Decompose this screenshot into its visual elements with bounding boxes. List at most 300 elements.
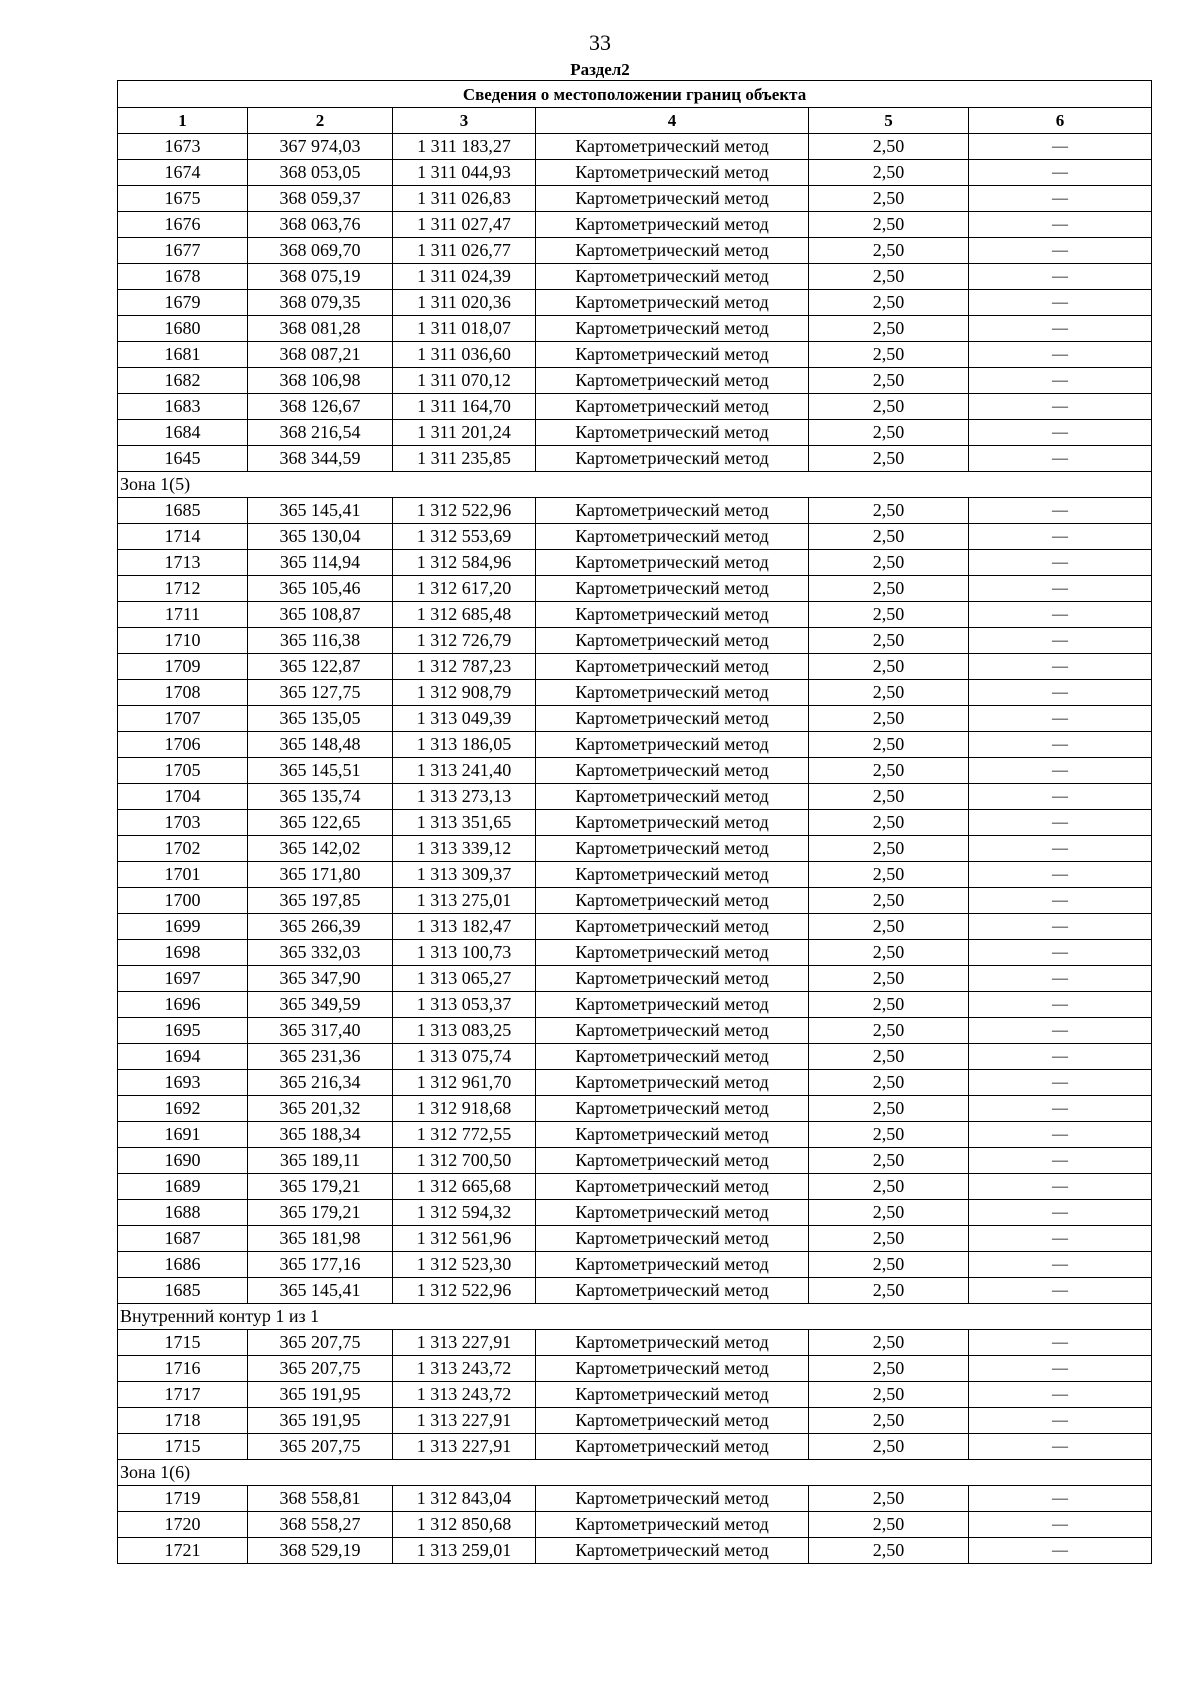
table-row — [118, 758, 1152, 784]
note-cell: — — [969, 160, 1152, 186]
table-row — [118, 446, 1152, 472]
coordinate-y-cell: 1 313 075,74 — [393, 1044, 536, 1070]
table-row — [118, 1434, 1152, 1460]
note-cell: — — [969, 1044, 1152, 1070]
table-row — [118, 212, 1152, 238]
point-number-cell: 1720 — [118, 1512, 248, 1538]
coordinate-x-cell: 365 207,75 — [248, 1356, 393, 1382]
coordinate-y-cell: 1 313 065,27 — [393, 966, 536, 992]
note-cell: — — [969, 290, 1152, 316]
coordinate-y-cell: 1 311 044,93 — [393, 160, 536, 186]
coordinate-x-cell: 365 179,21 — [248, 1174, 393, 1200]
table-row — [118, 498, 1152, 524]
column-header-2: 2 — [248, 108, 393, 134]
note-cell: — — [969, 888, 1152, 914]
accuracy-cell: 2,50 — [809, 368, 969, 394]
boundary-coordinates-table — [117, 80, 1152, 1564]
coordinate-x-cell: 365 189,11 — [248, 1148, 393, 1174]
table-row — [118, 576, 1152, 602]
point-number-cell: 1694 — [118, 1044, 248, 1070]
coordinate-x-cell: 368 106,98 — [248, 368, 393, 394]
coordinate-y-cell: 1 311 070,12 — [393, 368, 536, 394]
coordinate-x-cell: 365 181,98 — [248, 1226, 393, 1252]
coordinate-y-cell: 1 313 339,12 — [393, 836, 536, 862]
accuracy-cell: 2,50 — [809, 758, 969, 784]
method-cell: Картометрический метод — [536, 706, 809, 732]
coordinate-y-cell: 1 312 522,96 — [393, 1278, 536, 1304]
method-cell: Картометрический метод — [536, 1382, 809, 1408]
method-cell: Картометрический метод — [536, 186, 809, 212]
method-cell: Картометрический метод — [536, 1330, 809, 1356]
point-number-cell: 1688 — [118, 1200, 248, 1226]
coordinate-y-cell: 1 311 164,70 — [393, 394, 536, 420]
note-cell: — — [969, 394, 1152, 420]
point-number-cell: 1719 — [118, 1486, 248, 1512]
table-caption-row — [118, 81, 1152, 108]
table-row — [118, 1382, 1152, 1408]
coordinate-y-cell: 1 313 049,39 — [393, 706, 536, 732]
point-number-cell: 1675 — [118, 186, 248, 212]
accuracy-cell: 2,50 — [809, 862, 969, 888]
note-cell: — — [969, 1070, 1152, 1096]
note-cell: — — [969, 1486, 1152, 1512]
note-cell: — — [969, 1226, 1152, 1252]
table-row — [118, 1174, 1152, 1200]
table-row — [118, 602, 1152, 628]
group-label: Внутренний контур 1 из 1 — [118, 1304, 1152, 1330]
coordinate-y-cell: 1 313 182,47 — [393, 914, 536, 940]
accuracy-cell: 2,50 — [809, 940, 969, 966]
note-cell: — — [969, 1200, 1152, 1226]
coordinate-x-cell: 365 145,41 — [248, 1278, 393, 1304]
accuracy-cell: 2,50 — [809, 1330, 969, 1356]
method-cell: Картометрический метод — [536, 1512, 809, 1538]
accuracy-cell: 2,50 — [809, 420, 969, 446]
coordinate-y-cell: 1 313 243,72 — [393, 1356, 536, 1382]
point-number-cell: 1702 — [118, 836, 248, 862]
method-cell: Картометрический метод — [536, 810, 809, 836]
point-number-cell: 1711 — [118, 602, 248, 628]
note-cell: — — [969, 914, 1152, 940]
accuracy-cell: 2,50 — [809, 628, 969, 654]
coordinate-y-cell: 1 313 100,73 — [393, 940, 536, 966]
method-cell: Картометрический метод — [536, 940, 809, 966]
accuracy-cell: 2,50 — [809, 394, 969, 420]
method-cell: Картометрический метод — [536, 836, 809, 862]
method-cell: Картометрический метод — [536, 498, 809, 524]
note-cell: — — [969, 836, 1152, 862]
table-row — [118, 316, 1152, 342]
accuracy-cell: 2,50 — [809, 1252, 969, 1278]
coordinate-x-cell: 368 126,67 — [248, 394, 393, 420]
point-number-cell: 1680 — [118, 316, 248, 342]
point-number-cell: 1718 — [118, 1408, 248, 1434]
note-cell: — — [969, 732, 1152, 758]
accuracy-cell: 2,50 — [809, 316, 969, 342]
point-number-cell: 1685 — [118, 498, 248, 524]
coordinate-x-cell: 365 108,87 — [248, 602, 393, 628]
coordinate-y-cell: 1 313 186,05 — [393, 732, 536, 758]
coordinate-x-cell: 365 207,75 — [248, 1330, 393, 1356]
table-row — [118, 1486, 1152, 1512]
note-cell: — — [969, 784, 1152, 810]
method-cell: Картометрический метод — [536, 862, 809, 888]
note-cell: — — [969, 1018, 1152, 1044]
note-cell: — — [969, 1356, 1152, 1382]
coordinate-y-cell: 1 313 273,13 — [393, 784, 536, 810]
method-cell: Картометрический метод — [536, 264, 809, 290]
point-number-cell: 1714 — [118, 524, 248, 550]
note-cell: — — [969, 446, 1152, 472]
coordinate-y-cell: 1 311 235,85 — [393, 446, 536, 472]
point-number-cell: 1708 — [118, 680, 248, 706]
table-row — [118, 1278, 1152, 1304]
coordinate-x-cell: 368 063,76 — [248, 212, 393, 238]
column-header-4: 4 — [536, 108, 809, 134]
note-cell: — — [969, 1330, 1152, 1356]
method-cell: Картометрический метод — [536, 654, 809, 680]
point-number-cell: 1699 — [118, 914, 248, 940]
note-cell: — — [969, 862, 1152, 888]
note-cell: — — [969, 706, 1152, 732]
point-number-cell: 1645 — [118, 446, 248, 472]
point-number-cell: 1707 — [118, 706, 248, 732]
table-row — [118, 1538, 1152, 1564]
method-cell: Картометрический метод — [536, 1486, 809, 1512]
method-cell: Картометрический метод — [536, 212, 809, 238]
accuracy-cell: 2,50 — [809, 732, 969, 758]
table-row — [118, 134, 1152, 160]
coordinate-y-cell: 1 311 018,07 — [393, 316, 536, 342]
accuracy-cell: 2,50 — [809, 888, 969, 914]
coordinate-y-cell: 1 312 908,79 — [393, 680, 536, 706]
note-cell: — — [969, 628, 1152, 654]
point-number-cell: 1673 — [118, 134, 248, 160]
coordinate-y-cell: 1 312 523,30 — [393, 1252, 536, 1278]
note-cell: — — [969, 940, 1152, 966]
method-cell: Картометрический метод — [536, 1070, 809, 1096]
point-number-cell: 1674 — [118, 160, 248, 186]
method-cell: Картометрический метод — [536, 628, 809, 654]
coordinate-y-cell: 1 312 850,68 — [393, 1512, 536, 1538]
note-cell: — — [969, 576, 1152, 602]
table-row — [118, 784, 1152, 810]
note-cell: — — [969, 1122, 1152, 1148]
method-cell: Картометрический метод — [536, 966, 809, 992]
coordinate-y-cell: 1 313 309,37 — [393, 862, 536, 888]
method-cell: Картометрический метод — [536, 1018, 809, 1044]
table-row — [118, 238, 1152, 264]
point-number-cell: 1721 — [118, 1538, 248, 1564]
coordinate-x-cell: 365 266,39 — [248, 914, 393, 940]
accuracy-cell: 2,50 — [809, 836, 969, 862]
method-cell: Картометрический метод — [536, 758, 809, 784]
coordinate-x-cell: 368 087,21 — [248, 342, 393, 368]
note-cell: — — [969, 1174, 1152, 1200]
point-number-cell: 1700 — [118, 888, 248, 914]
accuracy-cell: 2,50 — [809, 1512, 969, 1538]
method-cell: Картометрический метод — [536, 368, 809, 394]
point-number-cell: 1703 — [118, 810, 248, 836]
coordinate-x-cell: 368 079,35 — [248, 290, 393, 316]
coordinate-x-cell: 365 145,41 — [248, 498, 393, 524]
table-header — [118, 81, 1152, 134]
accuracy-cell: 2,50 — [809, 1226, 969, 1252]
method-cell: Картометрический метод — [536, 1252, 809, 1278]
coordinate-x-cell: 365 122,87 — [248, 654, 393, 680]
method-cell: Картометрический метод — [536, 290, 809, 316]
point-number-cell: 1683 — [118, 394, 248, 420]
point-number-cell: 1677 — [118, 238, 248, 264]
coordinate-x-cell: 365 142,02 — [248, 836, 393, 862]
note-cell: — — [969, 1408, 1152, 1434]
accuracy-cell: 2,50 — [809, 1200, 969, 1226]
coordinate-x-cell: 365 177,16 — [248, 1252, 393, 1278]
coordinate-y-cell: 1 311 036,60 — [393, 342, 536, 368]
coordinate-y-cell: 1 313 241,40 — [393, 758, 536, 784]
note-cell: — — [969, 264, 1152, 290]
coordinate-y-cell: 1 312 700,50 — [393, 1148, 536, 1174]
point-number-cell: 1684 — [118, 420, 248, 446]
point-number-cell: 1705 — [118, 758, 248, 784]
coordinate-y-cell: 1 312 843,04 — [393, 1486, 536, 1512]
coordinate-x-cell: 368 053,05 — [248, 160, 393, 186]
note-cell: — — [969, 316, 1152, 342]
column-header-row — [118, 108, 1152, 134]
accuracy-cell: 2,50 — [809, 1148, 969, 1174]
coordinate-x-cell: 365 130,04 — [248, 524, 393, 550]
coordinate-y-cell: 1 312 553,69 — [393, 524, 536, 550]
accuracy-cell: 2,50 — [809, 342, 969, 368]
table-row — [118, 1018, 1152, 1044]
group-label: Зона 1(6) — [118, 1460, 1152, 1486]
table-row — [118, 914, 1152, 940]
method-cell: Картометрический метод — [536, 1200, 809, 1226]
accuracy-cell: 2,50 — [809, 1408, 969, 1434]
note-cell: — — [969, 992, 1152, 1018]
method-cell: Картометрический метод — [536, 1226, 809, 1252]
note-cell: — — [969, 758, 1152, 784]
table-row — [118, 680, 1152, 706]
note-cell: — — [969, 238, 1152, 264]
column-header-5: 5 — [809, 108, 969, 134]
table-row — [118, 1512, 1152, 1538]
note-cell: — — [969, 1148, 1152, 1174]
group-label: Зона 1(5) — [118, 472, 1152, 498]
method-cell: Картометрический метод — [536, 1174, 809, 1200]
coordinate-x-cell: 365 349,59 — [248, 992, 393, 1018]
point-number-cell: 1716 — [118, 1356, 248, 1382]
point-number-cell: 1706 — [118, 732, 248, 758]
method-cell: Картометрический метод — [536, 732, 809, 758]
note-cell: — — [969, 342, 1152, 368]
accuracy-cell: 2,50 — [809, 550, 969, 576]
accuracy-cell: 2,50 — [809, 914, 969, 940]
coordinate-y-cell: 1 313 083,25 — [393, 1018, 536, 1044]
note-cell: — — [969, 1512, 1152, 1538]
method-cell: Картометрический метод — [536, 784, 809, 810]
table-row — [118, 1330, 1152, 1356]
method-cell: Картометрический метод — [536, 1356, 809, 1382]
point-number-cell: 1690 — [118, 1148, 248, 1174]
accuracy-cell: 2,50 — [809, 290, 969, 316]
note-cell: — — [969, 654, 1152, 680]
method-cell: Картометрический метод — [536, 134, 809, 160]
method-cell: Картометрический метод — [536, 420, 809, 446]
note-cell: — — [969, 602, 1152, 628]
note-cell: — — [969, 186, 1152, 212]
note-cell: — — [969, 1434, 1152, 1460]
point-number-cell: 1710 — [118, 628, 248, 654]
point-number-cell: 1709 — [118, 654, 248, 680]
coordinate-y-cell: 1 313 243,72 — [393, 1382, 536, 1408]
coordinate-y-cell: 1 311 026,77 — [393, 238, 536, 264]
accuracy-cell: 2,50 — [809, 1044, 969, 1070]
point-number-cell: 1687 — [118, 1226, 248, 1252]
accuracy-cell: 2,50 — [809, 576, 969, 602]
accuracy-cell: 2,50 — [809, 992, 969, 1018]
coordinate-x-cell: 365 135,74 — [248, 784, 393, 810]
accuracy-cell: 2,50 — [809, 1434, 969, 1460]
table-row — [118, 394, 1152, 420]
accuracy-cell: 2,50 — [809, 966, 969, 992]
table-row — [118, 628, 1152, 654]
coordinate-x-cell: 365 148,48 — [248, 732, 393, 758]
note-cell: — — [969, 680, 1152, 706]
table-row — [118, 966, 1152, 992]
method-cell: Картометрический метод — [536, 914, 809, 940]
table-row — [118, 264, 1152, 290]
coordinate-x-cell: 365 332,03 — [248, 940, 393, 966]
coordinate-y-cell: 1 313 351,65 — [393, 810, 536, 836]
method-cell: Картометрический метод — [536, 316, 809, 342]
table-row — [118, 1252, 1152, 1278]
accuracy-cell: 2,50 — [809, 1382, 969, 1408]
method-cell: Картометрический метод — [536, 1408, 809, 1434]
coordinate-x-cell: 365 216,34 — [248, 1070, 393, 1096]
accuracy-cell: 2,50 — [809, 810, 969, 836]
accuracy-cell: 2,50 — [809, 160, 969, 186]
table-row — [118, 1096, 1152, 1122]
point-number-cell: 1686 — [118, 1252, 248, 1278]
table-caption: Сведения о местоположении границ объекта — [118, 81, 1152, 108]
page-number: 33 — [589, 30, 611, 55]
coordinate-x-cell: 368 069,70 — [248, 238, 393, 264]
note-cell: — — [969, 498, 1152, 524]
note-cell: — — [969, 966, 1152, 992]
accuracy-cell: 2,50 — [809, 186, 969, 212]
table-row — [118, 1356, 1152, 1382]
accuracy-cell: 2,50 — [809, 1018, 969, 1044]
point-number-cell: 1717 — [118, 1382, 248, 1408]
method-cell: Картометрический метод — [536, 1278, 809, 1304]
note-cell: — — [969, 1252, 1152, 1278]
table-row — [118, 992, 1152, 1018]
coordinate-x-cell: 368 558,81 — [248, 1486, 393, 1512]
accuracy-cell: 2,50 — [809, 238, 969, 264]
table-row — [118, 888, 1152, 914]
coordinate-x-cell: 365 347,90 — [248, 966, 393, 992]
coordinate-x-cell: 365 145,51 — [248, 758, 393, 784]
accuracy-cell: 2,50 — [809, 524, 969, 550]
method-cell: Картометрический метод — [536, 238, 809, 264]
table-row — [118, 1226, 1152, 1252]
method-cell: Картометрический метод — [536, 680, 809, 706]
point-number-cell: 1713 — [118, 550, 248, 576]
accuracy-cell: 2,50 — [809, 1356, 969, 1382]
note-cell: — — [969, 524, 1152, 550]
coordinate-x-cell: 368 529,19 — [248, 1538, 393, 1564]
point-number-cell: 1682 — [118, 368, 248, 394]
table-row — [118, 1044, 1152, 1070]
coordinate-y-cell: 1 313 227,91 — [393, 1434, 536, 1460]
point-number-cell: 1681 — [118, 342, 248, 368]
coordinate-x-cell: 365 127,75 — [248, 680, 393, 706]
coordinate-y-cell: 1 313 227,91 — [393, 1330, 536, 1356]
table-body — [118, 134, 1152, 1564]
column-header-3: 3 — [393, 108, 536, 134]
method-cell: Картометрический метод — [536, 1122, 809, 1148]
coordinate-x-cell: 367 974,03 — [248, 134, 393, 160]
coordinate-x-cell: 365 179,21 — [248, 1200, 393, 1226]
coordinate-y-cell: 1 312 787,23 — [393, 654, 536, 680]
method-cell: Картометрический метод — [536, 394, 809, 420]
point-number-cell: 1696 — [118, 992, 248, 1018]
coordinate-x-cell: 365 122,65 — [248, 810, 393, 836]
coordinate-y-cell: 1 312 617,20 — [393, 576, 536, 602]
coordinate-x-cell: 365 114,94 — [248, 550, 393, 576]
method-cell: Картометрический метод — [536, 160, 809, 186]
coordinate-y-cell: 1 312 665,68 — [393, 1174, 536, 1200]
coordinate-y-cell: 1 312 918,68 — [393, 1096, 536, 1122]
note-cell: — — [969, 1278, 1152, 1304]
coordinate-y-cell: 1 312 726,79 — [393, 628, 536, 654]
method-cell: Картометрический метод — [536, 1148, 809, 1174]
coordinate-y-cell: 1 312 561,96 — [393, 1226, 536, 1252]
note-cell: — — [969, 550, 1152, 576]
coordinate-x-cell: 368 558,27 — [248, 1512, 393, 1538]
method-cell: Картометрический метод — [536, 602, 809, 628]
table-row — [118, 1148, 1152, 1174]
method-cell: Картометрический метод — [536, 992, 809, 1018]
table-row — [118, 420, 1152, 446]
method-cell: Картометрический метод — [536, 446, 809, 472]
point-number-cell: 1701 — [118, 862, 248, 888]
table-row — [118, 654, 1152, 680]
note-cell: — — [969, 1382, 1152, 1408]
table-row — [118, 550, 1152, 576]
method-cell: Картометрический метод — [536, 1096, 809, 1122]
group-header-row — [118, 1460, 1152, 1486]
accuracy-cell: 2,50 — [809, 498, 969, 524]
point-number-cell: 1676 — [118, 212, 248, 238]
accuracy-cell: 2,50 — [809, 1096, 969, 1122]
table-row — [118, 186, 1152, 212]
coordinate-x-cell: 365 188,34 — [248, 1122, 393, 1148]
method-cell: Картометрический метод — [536, 524, 809, 550]
point-number-cell: 1715 — [118, 1330, 248, 1356]
coordinate-y-cell: 1 311 020,36 — [393, 290, 536, 316]
table-row — [118, 1200, 1152, 1226]
coordinate-x-cell: 368 344,59 — [248, 446, 393, 472]
coordinate-y-cell: 1 313 227,91 — [393, 1408, 536, 1434]
coordinate-x-cell: 365 116,38 — [248, 628, 393, 654]
coordinate-y-cell: 1 312 594,32 — [393, 1200, 536, 1226]
coordinate-x-cell: 365 231,36 — [248, 1044, 393, 1070]
method-cell: Картометрический метод — [536, 1044, 809, 1070]
coordinate-x-cell: 368 075,19 — [248, 264, 393, 290]
accuracy-cell: 2,50 — [809, 706, 969, 732]
